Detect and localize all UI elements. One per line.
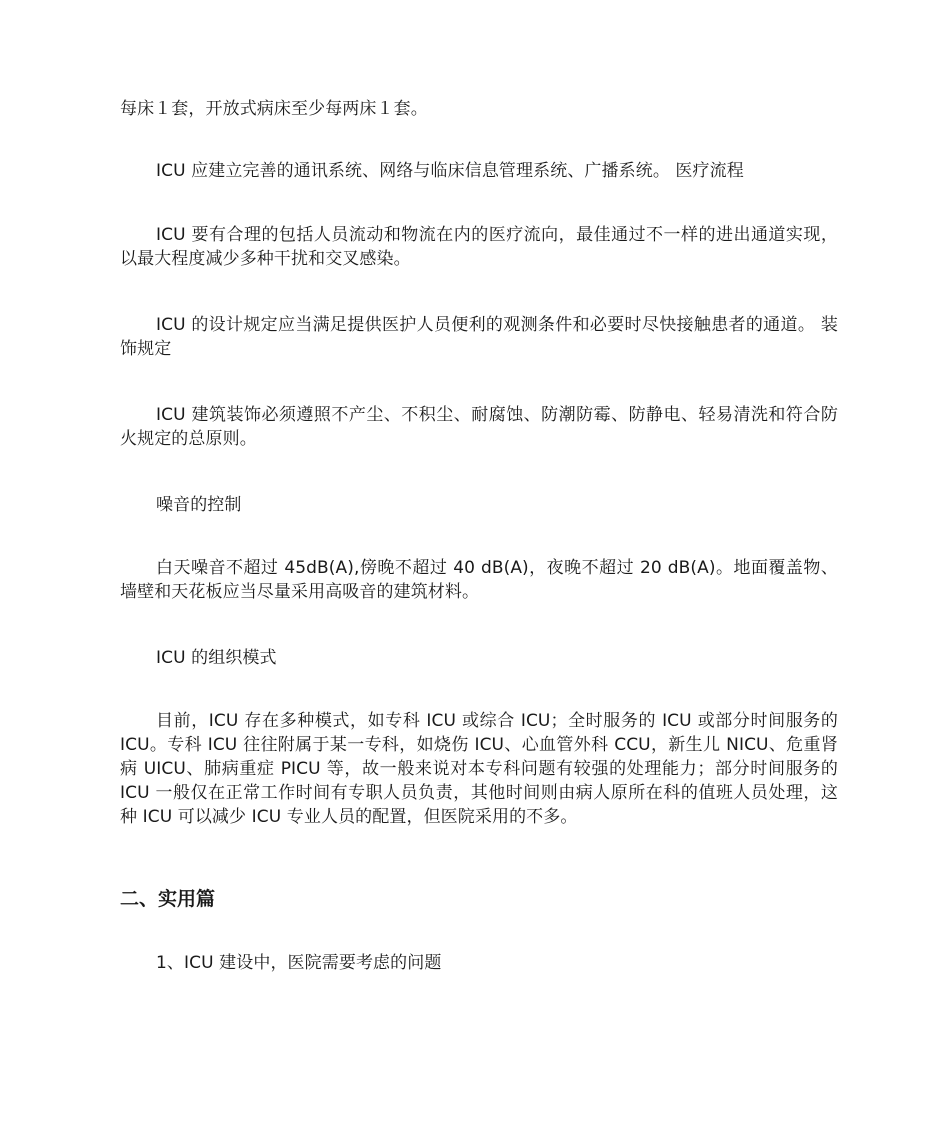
paragraph-noise-limits: 白天噪音不超过 45dB(A),傍晚不超过 40 dB(A)，夜晚不超过 20 dB(A)。地面覆盖物、墙壁和天花板应当尽量采用高吸音的建筑材料。 [120, 558, 838, 602]
paragraph-decoration-principles: ICU 建筑装饰必须遵照不产尘、不积尘、耐腐蚀、防潮防霉、防静电、轻易清洗和符合防火规定的总原则。 [120, 405, 838, 449]
paragraph-organization-mode-title: ICU 的组织模式 [156, 648, 277, 668]
paragraph-bed-equipment: 每床１套，开放式病床至少每两床１套。 [120, 99, 428, 119]
paragraph-design-requirements: ICU 的设计规定应当满足提供医护人员便利的观测条件和必要时尽快接触患者的通道。 装饰规定 [120, 315, 838, 359]
subsection-item: 1、ICU 建设中，医院需要考虑的问题 [156, 953, 442, 973]
paragraph-medical-flow: ICU 要有合理的包括人员流动和物流在内的医疗流向，最佳通过不一样的进出通道实现，以最大程度减少多种干扰和交叉感染。 [120, 225, 838, 269]
paragraph-organization-modes: 目前，ICU 存在多种模式，如专科 ICU 或综合 ICU；全时服务的 ICU 或部分时间服务的 ICU。专科 ICU 往往附属于某一专科，如烧伤 ICU、心血管外科 CCU，新生儿 NICU、危重肾病 UICU、肺病重症 PICU 等，故一般来说对本专科问题有较强的处理能力；部分时间服务的 ICU 一般仅在正常工作时间有专职人员负责，其他时间则由病人原所在科的值班人员处理，这种 ICU 可以减少 ICU 专业人员的配置，但医院采用的不多。 [120, 711, 838, 827]
paragraph-noise-control-title: 噪音的控制 [156, 495, 242, 515]
section-heading: 二、实用篇 [120, 888, 216, 910]
paragraph-communication-systems: ICU 应建立完善的通讯系统、网络与临床信息管理系统、广播系统。 医疗流程 [156, 161, 744, 181]
